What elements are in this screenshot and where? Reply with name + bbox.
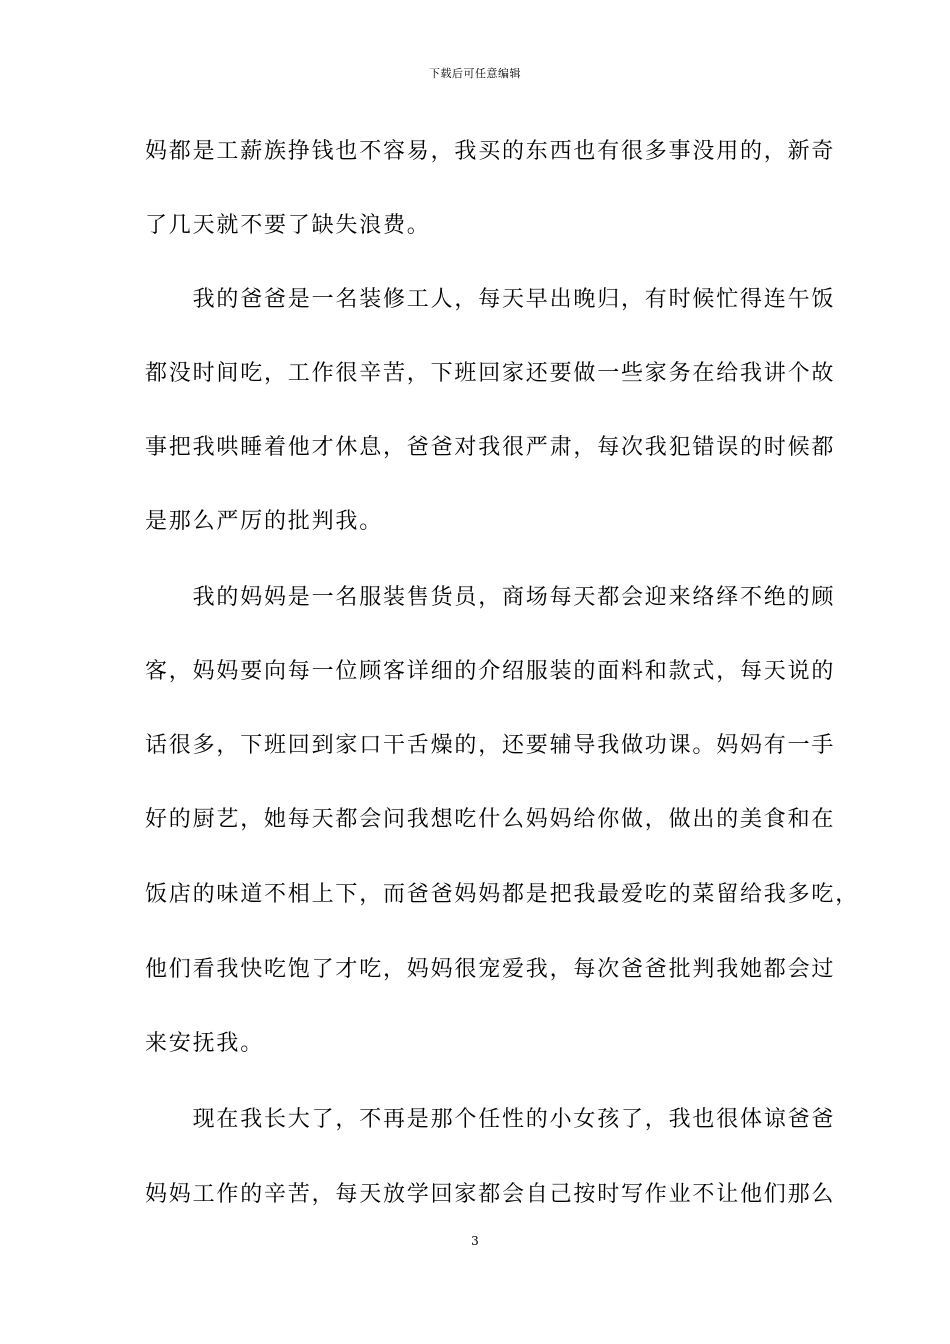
body-text-line: 来安抚我。 <box>145 1031 265 1056</box>
body-text-line: 现在我长大了，不再是那个任性的小女孩了，我也很体谅爸爸 <box>145 1107 836 1132</box>
body-text-line: 饭店的味道不相上下，而爸爸妈妈都是把我最爱吃的菜留给我多吃， <box>145 882 860 907</box>
body-text-line: 他们看我快吃饱了才吃，妈妈很宠爱我，每次爸爸批判我她都会过 <box>145 957 836 982</box>
body-text-line: 客，妈妈要向每一位顾客详细的介绍服装的面料和款式，每天说的 <box>145 659 836 684</box>
body-text-line: 我的爸爸是一名装修工人，每天早出晚归，有时候忙得连午饭 <box>145 287 836 312</box>
body-text-line: 话很多，下班回到家口干舌燥的，还要辅导我做功课。妈妈有一手 <box>145 733 836 758</box>
body-text-line: 好的厨艺，她每天都会问我想吃什么妈妈给你做，做出的美食和在 <box>145 807 836 832</box>
page-header: 下载后可任意编辑 <box>429 67 521 80</box>
body-text-line: 妈妈工作的辛苦，每天放学回家都会自己按时写作业不让他们那么 <box>145 1182 836 1207</box>
page-number: 3 <box>471 1234 479 1248</box>
body-text-line: 事把我哄睡着他才休息，爸爸对我很严肃，每次我犯错误的时候都 <box>145 435 836 460</box>
body-text-line: 是那么严厉的批判我。 <box>145 509 384 534</box>
body-text-line: 了几天就不要了缺失浪费。 <box>145 213 431 238</box>
body-text-line: 妈都是工薪族挣钱也不容易，我买的东西也有很多事没用的，新奇 <box>145 139 836 164</box>
body-text-line: 我的妈妈是一名服装售货员，商场每天都会迎来络绎不绝的顾 <box>145 585 836 610</box>
body-text-line: 都没时间吃，工作很辛苦，下班回家还要做一些家务在给我讲个故 <box>145 361 836 386</box>
